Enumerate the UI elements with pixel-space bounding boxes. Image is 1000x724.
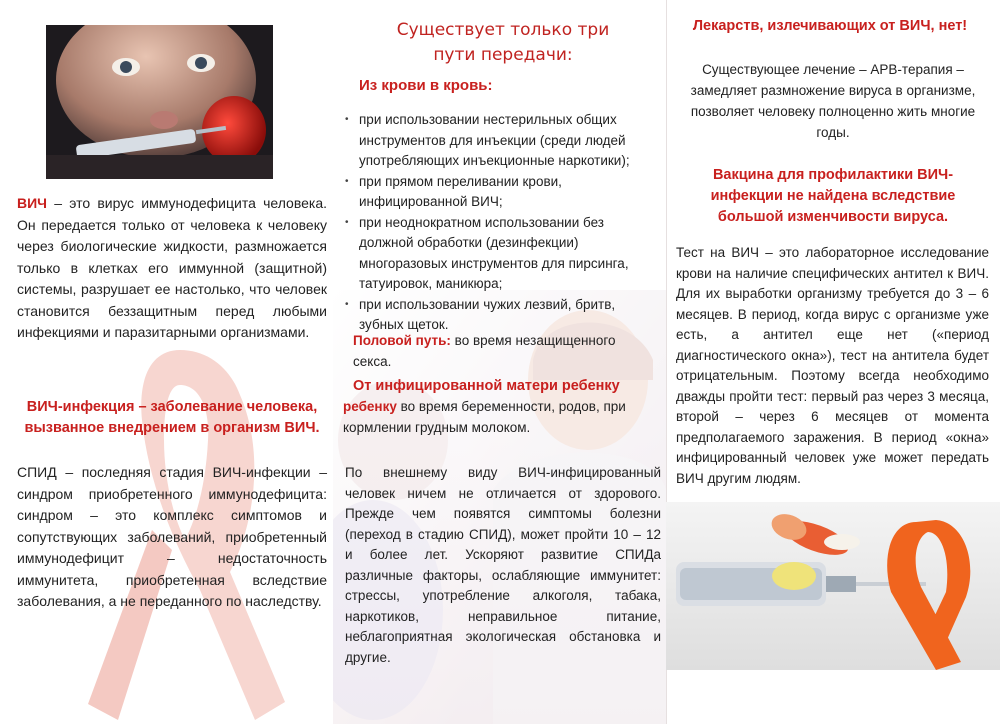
syringe-pills-ribbon-photo [666, 502, 1000, 670]
blood-to-blood-heading: Из крови в кровь: [359, 77, 493, 94]
list-item: • при неоднократном использовании без должной обработки (дезинфекции) многоразовых инструментов для пирсинга, татуировок, маникюра; [345, 213, 661, 295]
transmission-title: Существует только три пути передачи: [396, 20, 610, 65]
no-cure-heading: Лекарств, излечивающих от ВИЧ, нет! [692, 18, 968, 34]
appearance-paragraph: По внешнему виду ВИЧ-инфицированный человек ничем не отличается от здорового. Прежде чем появятся симптомы болезни (переход в стадию СПИД), может пройти 10 – 12 и более лет. Ускоряют развитие СПИДа различные факторы, ослабляющие иммунитет: стрессы, употребление алкоголя, табака, наркотиков, неправильное питание, неблагоприятная экологическая обстановка и другие. [345, 465, 661, 665]
column-middle [333, 0, 666, 724]
treatment-paragraph: Существующее лечение – АРВ-терапия – замедляет размножение вируса в организме, позволяет человеку полноценно жить многие годы. [690, 62, 976, 140]
list-item: • при использовании чужих лезвий, бритв, зубных щеток. [345, 295, 661, 336]
blood-transmission-list [345, 110, 661, 336]
list-item: • при использовании нестерильных общих инструментов для инъекции (среди людей употребляющих инъекционные наркотики); [345, 110, 661, 172]
list-item: • при прямом переливании крови, инфицированной ВИЧ; [345, 172, 661, 213]
hiv-infection-heading: ВИЧ-инфекция – заболевание человека, вызванное внедрением в организм ВИЧ. [24, 399, 320, 436]
vaccine-heading: Вакцина для профилактики ВИЧ-инфекции не найдена вследствие большой изменчивости вируса. [710, 167, 956, 225]
column-right [666, 0, 1000, 724]
hiv-term: ВИЧ [17, 195, 48, 211]
aids-definition: СПИД – последняя стадия ВИЧ-инфекции – синдром приобретенного иммунодефицита: синдром – это комплекс симптомов и сопутствующих заболеваний, приобретенный иммунодефицит – недостаточность иммунитета, приобретенная вследствие заболевания, а не переданного по наследству. [17, 464, 327, 609]
mother-label: ребенку [343, 399, 397, 414]
hiv-definition: ВИЧ – это вирус иммунодефицита человека. Он передается только от человека к человеку через биологические жидкости, размножается только в клетках его иммунной (защитной) системы, разрушает ее настолько, что человек становится беззащитным перед любыми инфекциями и паразитарными организмами. [17, 195, 327, 340]
mother-transmission: ребенку во время беременности, родов, при кормлении грудным молоком. [343, 399, 626, 435]
column-left [0, 0, 333, 724]
sexual-transmission: Половой путь: во время незащищенного секса. [353, 333, 616, 369]
hiv-test-paragraph: Тест на ВИЧ – это лабораторное исследование крови на наличие специфических антител к ВИЧ. Для их выработки организму требуется до 3 – 6 месяцев. В период, когда вирус с организме уже есть, а антител еще нет («период диагностического окна»), тест на антитела будет отрицательным. Поэтому всегда необходимо дважды пройти тест: первый раз через 3 месяца, второй – через 6 месяцев от момента предполагаемого заражения. В период «окна» инфицированный человек уже может передать ВИЧ другим людям. [676, 245, 989, 486]
mother-to-child-heading: От инфицированной матери ребенку [353, 378, 620, 394]
sexual-label: Половой путь: [353, 333, 451, 348]
child-syringe-photo [46, 25, 273, 179]
